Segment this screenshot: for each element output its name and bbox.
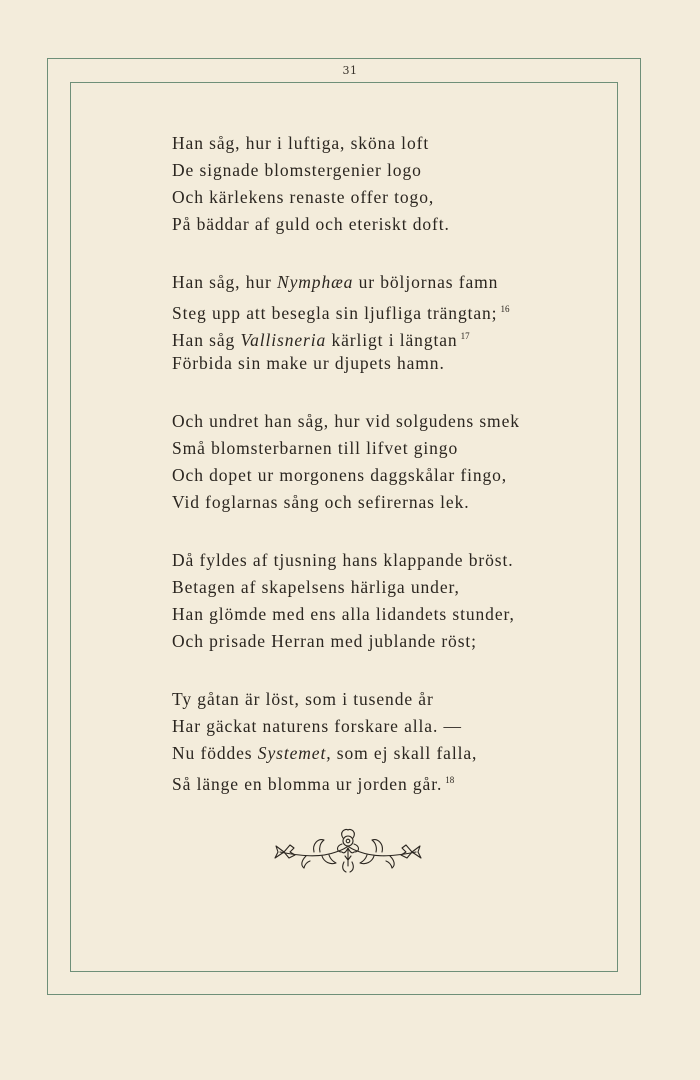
verse-line [172,628,592,655]
verse-line [172,435,592,462]
verse-line [172,350,592,377]
verse-line [172,157,592,184]
footnote-marker: 17 [460,331,470,341]
verse-text: De signade blomstergenier logo [172,160,422,180]
floral-vignette-icon [270,826,426,880]
verse-line [172,184,592,211]
verse-line [172,323,592,350]
poem-body [172,130,592,825]
verse-text: Och kärlekens renaste offer togo, [172,187,435,207]
footnote-marker: 16 [500,304,510,314]
italic-name: Nymphæa [277,272,354,292]
stanza [172,408,592,516]
verse-line [172,489,592,516]
verse-text: Han såg, hur [172,272,278,292]
verse-text: ur böljornas famn [353,272,499,292]
verse-line [172,574,592,601]
footnote-marker: 18 [445,775,455,785]
verse-text: Steg upp att besegla sin ljufliga trängtan; [172,303,498,323]
stanza [172,686,592,794]
verse-line [172,130,592,157]
verse-text: Han glömde med ens alla lidandets stunder, [172,604,515,624]
stanza [172,547,592,655]
verse-line [172,601,592,628]
verse-text: Små blomsterbarnen till lifvet gingo [172,438,459,458]
verse-text: Vid foglarnas sång och sefirernas lek. [172,492,470,512]
verse-line [172,713,592,740]
verse-line [172,740,592,767]
verse-text: På bäddar af guld och eteriskt doft. [172,214,450,234]
verse-text: Ty gåtan är löst, som i tusende år [172,689,434,709]
stanza [172,130,592,238]
verse-line [172,547,592,574]
verse-line [172,296,592,323]
verse-text: Och undret han såg, hur vid solgudens smek [172,411,520,431]
verse-text: Nu föddes [172,743,258,763]
page-number: 31 [342,64,358,77]
verse-text: Han såg, hur i luftiga, sköna loft [172,133,430,153]
verse-line [172,686,592,713]
italic-name: Systemet, [257,743,332,763]
stanza [172,269,592,377]
verse-line [172,269,592,296]
italic-name: Vallisneria [240,330,327,350]
verse-text: Då fyldes af tjusning hans klappande bröst. [172,550,514,570]
verse-line [172,408,592,435]
verse-line [172,211,592,238]
verse-text: Förbida sin make ur djupets hamn. [172,353,445,373]
verse-text: kärligt i längtan [326,330,458,350]
verse-line [172,767,592,794]
verse-text: Och prisade Herran med jublande röst; [172,631,477,651]
verse-text: Och dopet ur morgonens daggskålar fingo, [172,465,508,485]
verse-line [172,462,592,489]
verse-text: Betagen af skapelsens härliga under, [172,577,460,597]
verse-text: Så länge en blomma ur jorden går. [172,774,443,794]
verse-text: som ej skall falla, [331,743,478,763]
verse-text: Har gäckat naturens forskare alla. — [172,716,462,736]
verse-text: Han såg [172,330,241,350]
